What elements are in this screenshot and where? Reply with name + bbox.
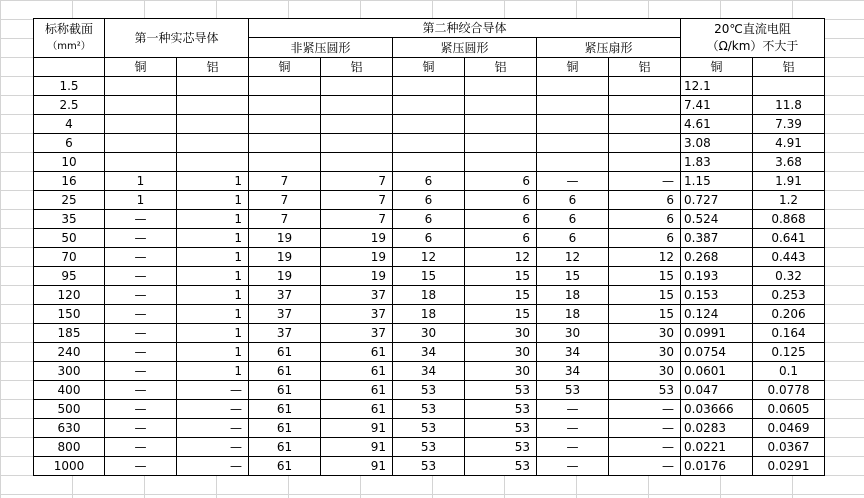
resistance-aluminum-cell[interactable] xyxy=(753,77,825,96)
compact-sector-aluminum-cell[interactable]: 53 xyxy=(609,381,681,400)
size-cell[interactable]: 1.5 xyxy=(34,77,105,96)
table-row xyxy=(34,153,825,172)
resistance-copper-cell[interactable]: 3.08 xyxy=(681,134,753,153)
compact-round-copper-cell[interactable]: 6 xyxy=(393,229,465,248)
solid-aluminum-cell[interactable]: 1 xyxy=(177,267,249,286)
table-row xyxy=(34,96,825,115)
compact-sector-copper-cell[interactable]: — xyxy=(537,419,609,438)
compact-round-aluminum-cell[interactable] xyxy=(465,153,537,172)
compact-sector-copper-cell[interactable]: — xyxy=(537,400,609,419)
resistance-aluminum-cell[interactable]: 0.868 xyxy=(753,210,825,229)
resistance-copper-cell[interactable]: 4.61 xyxy=(681,115,753,134)
solid-aluminum-cell[interactable]: 1 xyxy=(177,210,249,229)
resistance-aluminum-cell[interactable]: 0.1 xyxy=(753,362,825,381)
solid-aluminum-cell[interactable] xyxy=(177,77,249,96)
table-row xyxy=(34,305,825,324)
size-cell[interactable]: 630 xyxy=(34,419,105,438)
size-cell[interactable]: 120 xyxy=(34,286,105,305)
noncompact-aluminum-cell[interactable]: 7 xyxy=(321,210,393,229)
table-row xyxy=(34,343,825,362)
compact-round-aluminum-cell[interactable] xyxy=(465,115,537,134)
solid-aluminum-cell[interactable]: 1 xyxy=(177,324,249,343)
compact-round-copper-cell[interactable]: 30 xyxy=(393,324,465,343)
table-row xyxy=(34,419,825,438)
solid-conductor-header[interactable]: 第一种实芯导体 xyxy=(105,19,249,58)
compact-sector-aluminum-cell[interactable]: — xyxy=(609,172,681,191)
compact-round-aluminum-cell[interactable]: 12 xyxy=(465,248,537,267)
size-header-title: 标称截面 xyxy=(44,22,93,36)
size-header-cell[interactable] xyxy=(34,19,105,58)
compact-sector-aluminum-cell[interactable]: 15 xyxy=(609,305,681,324)
noncompact-copper-cell[interactable]: 19 xyxy=(249,267,321,286)
conductor-spec-table xyxy=(33,18,825,476)
compact-sector-copper-cell[interactable]: 6 xyxy=(537,210,609,229)
table-row xyxy=(34,229,825,248)
noncompact-copper-cell[interactable]: 61 xyxy=(249,419,321,438)
noncompact-copper-cell[interactable] xyxy=(249,77,321,96)
solid-aluminum-cell[interactable]: 1 xyxy=(177,343,249,362)
solid-aluminum-cell[interactable]: 1 xyxy=(177,305,249,324)
noncompact-copper-cell[interactable]: 61 xyxy=(249,381,321,400)
resistance-aluminum-cell[interactable]: 1.2 xyxy=(753,191,825,210)
compact-sector-copper-cell[interactable] xyxy=(537,134,609,153)
compact-sector-aluminum-cell[interactable] xyxy=(609,77,681,96)
compact-sector-aluminum-cell[interactable] xyxy=(609,96,681,115)
size-cell[interactable]: 150 xyxy=(34,305,105,324)
noncompact-aluminum-cell[interactable]: 61 xyxy=(321,381,393,400)
table-row xyxy=(34,324,825,343)
resistance-copper-cell[interactable]: 1.83 xyxy=(681,153,753,172)
compact-sector-aluminum-cell[interactable]: 30 xyxy=(609,343,681,362)
compact-sector-copper-cell[interactable] xyxy=(537,96,609,115)
compact-round-aluminum-cell[interactable]: 30 xyxy=(465,343,537,362)
compact-sector-aluminum-cell[interactable]: — xyxy=(609,400,681,419)
resistance-copper-cell[interactable]: 0.524 xyxy=(681,210,753,229)
resistance-copper-cell[interactable]: 0.0221 xyxy=(681,438,753,457)
noncompact-copper-cell[interactable]: 61 xyxy=(249,362,321,381)
noncompact-copper-header[interactable]: 铜 xyxy=(249,58,321,77)
resistance-aluminum-cell[interactable]: 0.641 xyxy=(753,229,825,248)
compact-sector-aluminum-cell[interactable]: 6 xyxy=(609,210,681,229)
compact-round-copper-cell[interactable]: 18 xyxy=(393,305,465,324)
noncompact-copper-cell[interactable]: 37 xyxy=(249,324,321,343)
noncompact-aluminum-cell[interactable] xyxy=(321,96,393,115)
size-cell[interactable]: 4 xyxy=(34,115,105,134)
noncompact-aluminum-cell[interactable] xyxy=(321,153,393,172)
compact-sector-copper-cell[interactable]: 34 xyxy=(537,343,609,362)
resistance-copper-cell[interactable]: 7.41 xyxy=(681,96,753,115)
compact-round-copper-cell[interactable] xyxy=(393,134,465,153)
compact-round-copper-cell[interactable]: 18 xyxy=(393,286,465,305)
resistance-aluminum-cell[interactable]: 0.0291 xyxy=(753,457,825,476)
compact-round-copper-cell[interactable]: 6 xyxy=(393,210,465,229)
solid-copper-cell[interactable]: — xyxy=(105,438,177,457)
noncompact-copper-cell[interactable]: 7 xyxy=(249,172,321,191)
solid-aluminum-cell[interactable]: — xyxy=(177,419,249,438)
solid-aluminum-cell[interactable] xyxy=(177,115,249,134)
resistance-copper-cell[interactable]: 0.0176 xyxy=(681,457,753,476)
compact-sector-aluminum-cell[interactable]: 30 xyxy=(609,362,681,381)
compact-sector-copper-cell[interactable]: 18 xyxy=(537,286,609,305)
compact-sector-aluminum-cell[interactable] xyxy=(609,115,681,134)
compact-sector-aluminum-cell[interactable] xyxy=(609,153,681,172)
noncompact-copper-cell[interactable]: 19 xyxy=(249,248,321,267)
solid-aluminum-cell[interactable]: — xyxy=(177,400,249,419)
size-header-unit: （mm²） xyxy=(47,41,91,52)
table-row xyxy=(34,267,825,286)
compact-sector-aluminum-cell[interactable]: — xyxy=(609,438,681,457)
size-cell[interactable]: 6 xyxy=(34,134,105,153)
compact-sector-aluminum-cell[interactable]: 15 xyxy=(609,286,681,305)
solid-aluminum-cell[interactable] xyxy=(177,153,249,172)
solid-copper-cell[interactable]: — xyxy=(105,305,177,324)
noncompact-copper-cell[interactable]: 37 xyxy=(249,286,321,305)
compact-sector-copper-cell[interactable]: 30 xyxy=(537,324,609,343)
resistance-header-line2: （Ω/km）不大于 xyxy=(706,39,799,53)
compact-sector-copper-cell[interactable]: — xyxy=(537,438,609,457)
solid-copper-cell[interactable]: — xyxy=(105,400,177,419)
compact-sector-copper-cell[interactable] xyxy=(537,77,609,96)
resistance-aluminum-cell[interactable]: 0.0367 xyxy=(753,438,825,457)
compact-sector-copper-cell[interactable]: 34 xyxy=(537,362,609,381)
solid-copper-cell[interactable]: 1 xyxy=(105,191,177,210)
compact-round-aluminum-cell[interactable]: 15 xyxy=(465,267,537,286)
solid-copper-cell[interactable]: — xyxy=(105,457,177,476)
size-cell[interactable]: 800 xyxy=(34,438,105,457)
size-cell[interactable]: 70 xyxy=(34,248,105,267)
table-row xyxy=(34,115,825,134)
solid-copper-cell[interactable]: — xyxy=(105,343,177,362)
solid-aluminum-cell[interactable]: 1 xyxy=(177,229,249,248)
table-row xyxy=(34,172,825,191)
compact-round-header[interactable]: 紧压圆形 xyxy=(393,38,537,58)
noncompact-aluminum-cell[interactable]: 37 xyxy=(321,324,393,343)
resistance-copper-cell[interactable]: 0.268 xyxy=(681,248,753,267)
noncompact-aluminum-cell[interactable]: 19 xyxy=(321,229,393,248)
solid-copper-cell[interactable]: — xyxy=(105,229,177,248)
compact-round-aluminum-cell[interactable] xyxy=(465,77,537,96)
compact-round-copper-cell[interactable]: 12 xyxy=(393,248,465,267)
compact-sector-copper-cell[interactable]: 6 xyxy=(537,229,609,248)
table-row xyxy=(34,248,825,267)
resistance-aluminum-cell[interactable]: 0.443 xyxy=(753,248,825,267)
resistance-aluminum-cell[interactable]: 0.164 xyxy=(753,324,825,343)
noncompact-copper-cell[interactable]: 37 xyxy=(249,305,321,324)
compact-sector-aluminum-cell[interactable]: 15 xyxy=(609,267,681,286)
compact-round-aluminum-cell[interactable]: 6 xyxy=(465,172,537,191)
solid-copper-cell[interactable] xyxy=(105,96,177,115)
table-row xyxy=(34,362,825,381)
compact-round-aluminum-cell[interactable]: 53 xyxy=(465,438,537,457)
resistance-aluminum-header[interactable]: 铝 xyxy=(753,58,825,77)
size-cell[interactable]: 300 xyxy=(34,362,105,381)
noncompact-copper-cell[interactable] xyxy=(249,115,321,134)
resistance-aluminum-cell[interactable]: 0.32 xyxy=(753,267,825,286)
compact-sector-copper-cell[interactable]: 15 xyxy=(537,267,609,286)
compact-round-aluminum-cell[interactable]: 15 xyxy=(465,305,537,324)
compact-round-aluminum-cell[interactable]: 15 xyxy=(465,286,537,305)
compact-round-aluminum-cell[interactable]: 53 xyxy=(465,381,537,400)
resistance-copper-cell[interactable]: 0.047 xyxy=(681,381,753,400)
noncompact-copper-cell[interactable]: 61 xyxy=(249,343,321,362)
compact-sector-aluminum-cell[interactable]: — xyxy=(609,457,681,476)
compact-round-copper-cell[interactable]: 6 xyxy=(393,191,465,210)
noncompact-aluminum-cell[interactable]: 7 xyxy=(321,172,393,191)
resistance-aluminum-cell[interactable]: 3.68 xyxy=(753,153,825,172)
compact-sector-aluminum-cell[interactable]: 30 xyxy=(609,324,681,343)
size-cell[interactable]: 10 xyxy=(34,153,105,172)
table-row xyxy=(34,400,825,419)
resistance-aluminum-cell[interactable]: 1.91 xyxy=(753,172,825,191)
solid-copper-cell[interactable]: — xyxy=(105,248,177,267)
compact-sector-copper-cell[interactable]: — xyxy=(537,172,609,191)
solid-copper-cell[interactable]: — xyxy=(105,362,177,381)
size-cell[interactable]: 400 xyxy=(34,381,105,400)
noncompact-copper-cell[interactable]: 19 xyxy=(249,229,321,248)
compact-round-copper-cell[interactable]: 15 xyxy=(393,267,465,286)
resistance-copper-cell[interactable]: 0.124 xyxy=(681,305,753,324)
noncompact-copper-cell[interactable] xyxy=(249,96,321,115)
solid-copper-header[interactable]: 铜 xyxy=(105,58,177,77)
resistance-copper-cell[interactable]: 0.0991 xyxy=(681,324,753,343)
resistance-aluminum-cell[interactable]: 11.8 xyxy=(753,96,825,115)
solid-copper-cell[interactable] xyxy=(105,153,177,172)
noncompact-aluminum-cell[interactable]: 61 xyxy=(321,400,393,419)
noncompact-aluminum-cell[interactable] xyxy=(321,115,393,134)
solid-aluminum-cell[interactable]: — xyxy=(177,381,249,400)
compact-sector-copper-cell[interactable]: 12 xyxy=(537,248,609,267)
noncompact-aluminum-cell[interactable] xyxy=(321,77,393,96)
table-row xyxy=(34,381,825,400)
table-row xyxy=(34,77,825,96)
noncompact-aluminum-cell[interactable]: 37 xyxy=(321,286,393,305)
noncompact-copper-cell[interactable]: 61 xyxy=(249,400,321,419)
compact-round-copper-cell[interactable] xyxy=(393,115,465,134)
resistance-copper-cell[interactable]: 1.15 xyxy=(681,172,753,191)
stranded-conductor-header[interactable]: 第二种绞合导体 xyxy=(249,19,681,38)
compact-round-aluminum-cell[interactable]: 6 xyxy=(465,191,537,210)
noncompact-aluminum-cell[interactable]: 91 xyxy=(321,419,393,438)
compact-round-aluminum-cell[interactable]: 53 xyxy=(465,419,537,438)
noncompact-copper-cell[interactable] xyxy=(249,153,321,172)
resistance-copper-cell[interactable]: 0.0283 xyxy=(681,419,753,438)
compact-round-aluminum-cell[interactable] xyxy=(465,96,537,115)
compact-round-copper-cell[interactable]: 53 xyxy=(393,381,465,400)
noncompact-aluminum-cell[interactable]: 37 xyxy=(321,305,393,324)
compact-round-aluminum-cell[interactable]: 53 xyxy=(465,400,537,419)
solid-copper-cell[interactable]: — xyxy=(105,381,177,400)
noncompact-aluminum-cell[interactable]: 19 xyxy=(321,267,393,286)
resistance-copper-header[interactable]: 铜 xyxy=(681,58,753,77)
solid-aluminum-cell[interactable] xyxy=(177,134,249,153)
compact-round-aluminum-cell[interactable]: 30 xyxy=(465,362,537,381)
size-cell[interactable]: 35 xyxy=(34,210,105,229)
size-subheader-empty[interactable] xyxy=(34,58,105,77)
noncompact-copper-cell[interactable]: 7 xyxy=(249,210,321,229)
noncompact-aluminum-cell[interactable]: 61 xyxy=(321,362,393,381)
compact-sector-copper-cell[interactable] xyxy=(537,115,609,134)
compact-sector-aluminum-cell[interactable]: 12 xyxy=(609,248,681,267)
compact-round-aluminum-cell[interactable] xyxy=(465,134,537,153)
solid-aluminum-cell[interactable]: — xyxy=(177,457,249,476)
solid-aluminum-cell[interactable]: 1 xyxy=(177,362,249,381)
table-row xyxy=(34,134,825,153)
solid-copper-cell[interactable]: — xyxy=(105,324,177,343)
resistance-copper-cell[interactable]: 0.387 xyxy=(681,229,753,248)
resistance-header-cell[interactable] xyxy=(681,19,825,58)
size-cell[interactable]: 500 xyxy=(34,400,105,419)
solid-aluminum-cell[interactable]: 1 xyxy=(177,172,249,191)
solid-aluminum-cell[interactable]: 1 xyxy=(177,248,249,267)
noncompact-copper-cell[interactable] xyxy=(249,134,321,153)
table-row xyxy=(34,286,825,305)
solid-copper-cell[interactable] xyxy=(105,134,177,153)
noncompact-aluminum-header[interactable]: 铝 xyxy=(321,58,393,77)
compact-round-copper-cell[interactable]: 53 xyxy=(393,419,465,438)
noncompact-aluminum-cell[interactable]: 91 xyxy=(321,438,393,457)
compact-sector-aluminum-cell[interactable]: 6 xyxy=(609,191,681,210)
noncompact-aluminum-cell[interactable]: 19 xyxy=(321,248,393,267)
size-cell[interactable]: 16 xyxy=(34,172,105,191)
resistance-aluminum-cell[interactable]: 0.253 xyxy=(753,286,825,305)
noncompact-copper-cell[interactable]: 61 xyxy=(249,438,321,457)
solid-copper-cell[interactable]: 1 xyxy=(105,172,177,191)
compact-round-copper-cell[interactable]: 34 xyxy=(393,362,465,381)
solid-aluminum-header[interactable]: 铝 xyxy=(177,58,249,77)
compact-round-copper-cell[interactable] xyxy=(393,77,465,96)
resistance-copper-cell[interactable]: 0.193 xyxy=(681,267,753,286)
compact-round-copper-cell[interactable]: 6 xyxy=(393,172,465,191)
noncompact-aluminum-cell[interactable]: 91 xyxy=(321,457,393,476)
compact-round-copper-cell[interactable] xyxy=(393,96,465,115)
resistance-copper-cell[interactable]: 0.0601 xyxy=(681,362,753,381)
solid-copper-cell[interactable]: — xyxy=(105,419,177,438)
compact-round-copper-cell[interactable]: 53 xyxy=(393,438,465,457)
resistance-aluminum-cell[interactable]: 7.39 xyxy=(753,115,825,134)
solid-aluminum-cell[interactable]: — xyxy=(177,438,249,457)
size-cell[interactable]: 95 xyxy=(34,267,105,286)
solid-aluminum-cell[interactable]: 1 xyxy=(177,191,249,210)
compact-sector-aluminum-cell[interactable]: — xyxy=(609,419,681,438)
table-row xyxy=(34,438,825,457)
compact-round-aluminum-cell[interactable]: 6 xyxy=(465,229,537,248)
compact-sector-copper-cell[interactable]: — xyxy=(537,457,609,476)
compact-round-copper-cell[interactable]: 53 xyxy=(393,457,465,476)
noncompact-round-header[interactable]: 非紧压圆形 xyxy=(249,38,393,58)
noncompact-aluminum-cell[interactable]: 61 xyxy=(321,343,393,362)
solid-copper-cell[interactable]: — xyxy=(105,286,177,305)
resistance-aluminum-cell[interactable]: 4.91 xyxy=(753,134,825,153)
size-cell[interactable]: 50 xyxy=(34,229,105,248)
compact-sector-aluminum-cell[interactable]: 6 xyxy=(609,229,681,248)
size-cell[interactable]: 25 xyxy=(34,191,105,210)
noncompact-copper-cell[interactable]: 61 xyxy=(249,457,321,476)
compact-sector-header[interactable]: 紧压扇形 xyxy=(537,38,681,58)
solid-copper-cell[interactable] xyxy=(105,77,177,96)
table-row xyxy=(34,210,825,229)
solid-copper-cell[interactable] xyxy=(105,115,177,134)
solid-copper-cell[interactable]: — xyxy=(105,210,177,229)
compact-sector-copper-cell[interactable]: 6 xyxy=(537,191,609,210)
resistance-aluminum-cell[interactable]: 0.206 xyxy=(753,305,825,324)
size-cell[interactable]: 185 xyxy=(34,324,105,343)
compact-round-copper-cell[interactable]: 34 xyxy=(393,343,465,362)
size-cell[interactable]: 240 xyxy=(34,343,105,362)
size-cell[interactable]: 2.5 xyxy=(34,96,105,115)
resistance-aluminum-cell[interactable]: 0.125 xyxy=(753,343,825,362)
table-row xyxy=(34,191,825,210)
compact-sector-copper-cell[interactable]: 18 xyxy=(537,305,609,324)
compact-sector-aluminum-header[interactable]: 铝 xyxy=(609,58,681,77)
resistance-aluminum-cell[interactable]: 0.0605 xyxy=(753,400,825,419)
resistance-aluminum-cell[interactable]: 0.0778 xyxy=(753,381,825,400)
compact-round-aluminum-cell[interactable]: 53 xyxy=(465,457,537,476)
compact-sector-copper-header[interactable]: 铜 xyxy=(537,58,609,77)
compact-sector-aluminum-cell[interactable] xyxy=(609,134,681,153)
resistance-aluminum-cell[interactable]: 0.0469 xyxy=(753,419,825,438)
compact-round-copper-cell[interactable] xyxy=(393,153,465,172)
compact-round-aluminum-cell[interactable]: 30 xyxy=(465,324,537,343)
solid-aluminum-cell[interactable]: 1 xyxy=(177,286,249,305)
noncompact-copper-cell[interactable]: 7 xyxy=(249,191,321,210)
compact-round-aluminum-header[interactable]: 铝 xyxy=(465,58,537,77)
table-row xyxy=(34,457,825,476)
resistance-copper-cell[interactable]: 0.03666 xyxy=(681,400,753,419)
solid-copper-cell[interactable]: — xyxy=(105,267,177,286)
compact-round-aluminum-cell[interactable]: 6 xyxy=(465,210,537,229)
resistance-copper-cell[interactable]: 0.727 xyxy=(681,191,753,210)
compact-round-copper-header[interactable]: 铜 xyxy=(393,58,465,77)
compact-sector-copper-cell[interactable]: 53 xyxy=(537,381,609,400)
compact-round-copper-cell[interactable]: 53 xyxy=(393,400,465,419)
compact-sector-copper-cell[interactable] xyxy=(537,153,609,172)
noncompact-aluminum-cell[interactable] xyxy=(321,134,393,153)
resistance-copper-cell[interactable]: 12.1 xyxy=(681,77,753,96)
solid-aluminum-cell[interactable] xyxy=(177,96,249,115)
size-cell[interactable]: 1000 xyxy=(34,457,105,476)
resistance-copper-cell[interactable]: 0.153 xyxy=(681,286,753,305)
resistance-header-line1: 20℃直流电阻 xyxy=(714,22,791,36)
resistance-copper-cell[interactable]: 0.0754 xyxy=(681,343,753,362)
noncompact-aluminum-cell[interactable]: 7 xyxy=(321,191,393,210)
